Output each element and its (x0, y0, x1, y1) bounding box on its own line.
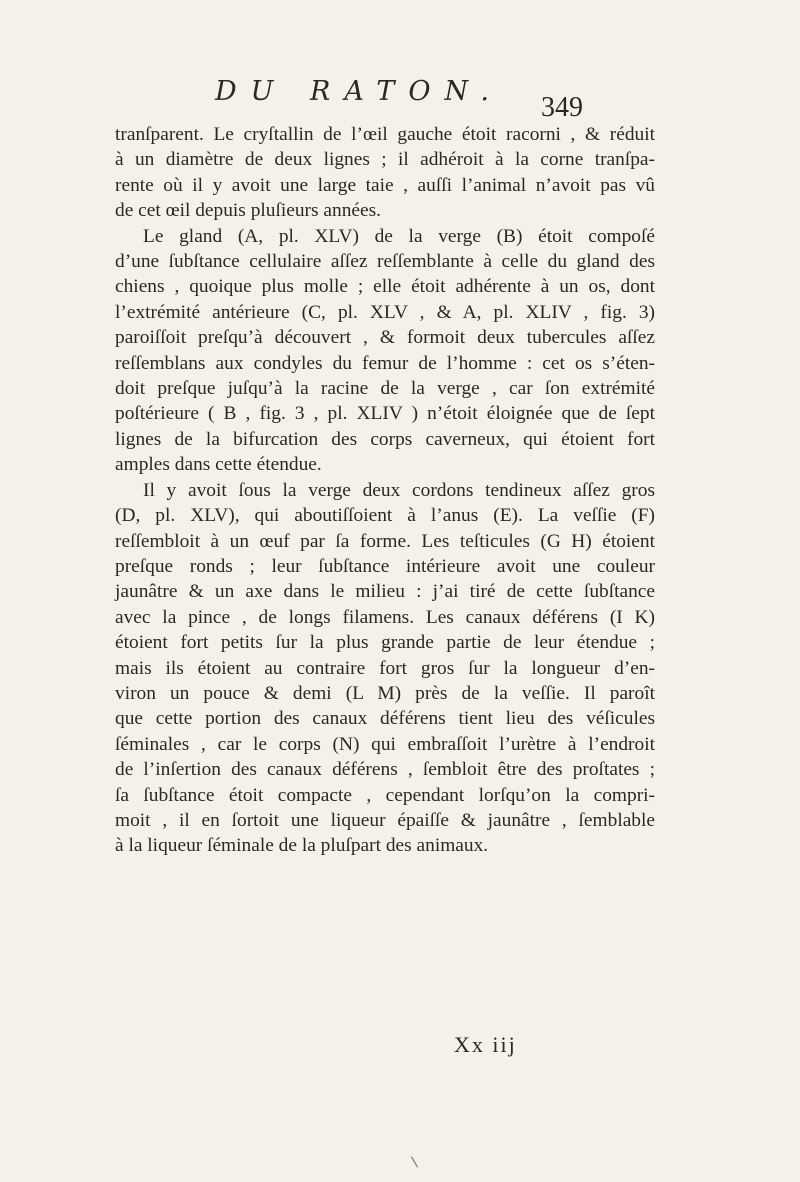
text-line: à un diamètre de deux lignes ; il adhéroit à la corne tranſpa- (115, 149, 655, 171)
text-line: mais ils étoient au contraire fort gros ſur la longueur d’en- (115, 657, 655, 679)
text-line: avec la pince , de longs filamens. Les canaux déférens (I K) (115, 606, 655, 628)
text-line: reſſemblans aux condyles du femur de l’homme : cet os s’éten- (115, 352, 655, 374)
text-line: (D, pl. XLV), qui aboutiſſoient à l’anus (E). La veſſie (F) (115, 505, 655, 527)
text-line: tranſparent. Le cryſtallin de l’œil gauche étoit racorni , & réduit (115, 124, 655, 145)
text-line: que cette portion des canaux déférens tient lieu des véſicules (115, 708, 655, 730)
text-line: lignes de la bifurcation des corps caverneux, qui étoient fort (115, 428, 655, 450)
text-line: Il y avoit ſous la verge deux cordons tendineux aſſez gros (143, 479, 655, 501)
body-text (115, 122, 655, 859)
text-line: poſtérieure ( B , fig. 3 , pl. XLIV ) n’étoit éloignée que de ſept (115, 403, 655, 425)
text-line: viron un pouce & demi (L M) près de la veſſie. Il paroît (115, 682, 655, 704)
text-line: rente où il y avoit une large taie , auſſi l’animal n’avoit pas vû (115, 174, 655, 196)
text-line: d’une ſubſtance cellulaire aſſez reſſemblante à celle du gland des (115, 251, 655, 273)
text-line: de l’inſertion des canaux déférens , ſembloit être des proſtates ; (115, 759, 655, 781)
text-line: Le gland (A, pl. XLV) de la verge (B) étoit compoſé (143, 225, 655, 247)
text-line: jaunâtre & un axe dans le milieu : j’ai tiré de cette ſubſtance (115, 581, 655, 603)
text-line: preſque ronds ; leur ſubſtance intérieure avoit une couleur (115, 555, 655, 577)
text-line: de cet œil depuis pluſieurs années. (115, 200, 382, 222)
text-line: moit , il en ſortoit une liqueur épaiſſe & jaunâtre , ſemblable (115, 809, 655, 831)
text-line: doit preſque juſqu’à la racine de la verge , car ſon extrémité (115, 378, 655, 400)
text-line: reſſembloit à un œuf par ſa forme. Les teſticules (G H) étoient (115, 530, 655, 552)
text-line: à la liqueur ſéminale de la pluſpart des animaux. (115, 835, 489, 857)
running-head: DU RATON. (215, 76, 503, 107)
signature-mark: Xx iij (454, 1032, 517, 1057)
text-line: amples dans cette étendue. (115, 454, 322, 476)
text-line: ſéminales , car le corps (N) qui embraſſoit l’urètre à l’endroit (115, 733, 655, 755)
text-line: étoient fort petits ſur la plus grande partie de leur étendue ; (115, 632, 655, 654)
text-line: l’extrémité antérieure (C, pl. XLV , & A, pl. XLIV , fig. 3) (115, 301, 655, 323)
text-line: ſa ſubſtance étoit compacte , cependant lorſqu’on la compri- (115, 784, 655, 806)
text-line: chiens , quoique plus molle ; elle étoit adhérente à un os, dont (115, 276, 655, 298)
page-number: 349 (541, 92, 583, 123)
text-line: paroiſſoit preſqu’à découvert , & formoit deux tubercules aſſez (115, 327, 655, 349)
paper-mark (411, 1157, 418, 1168)
